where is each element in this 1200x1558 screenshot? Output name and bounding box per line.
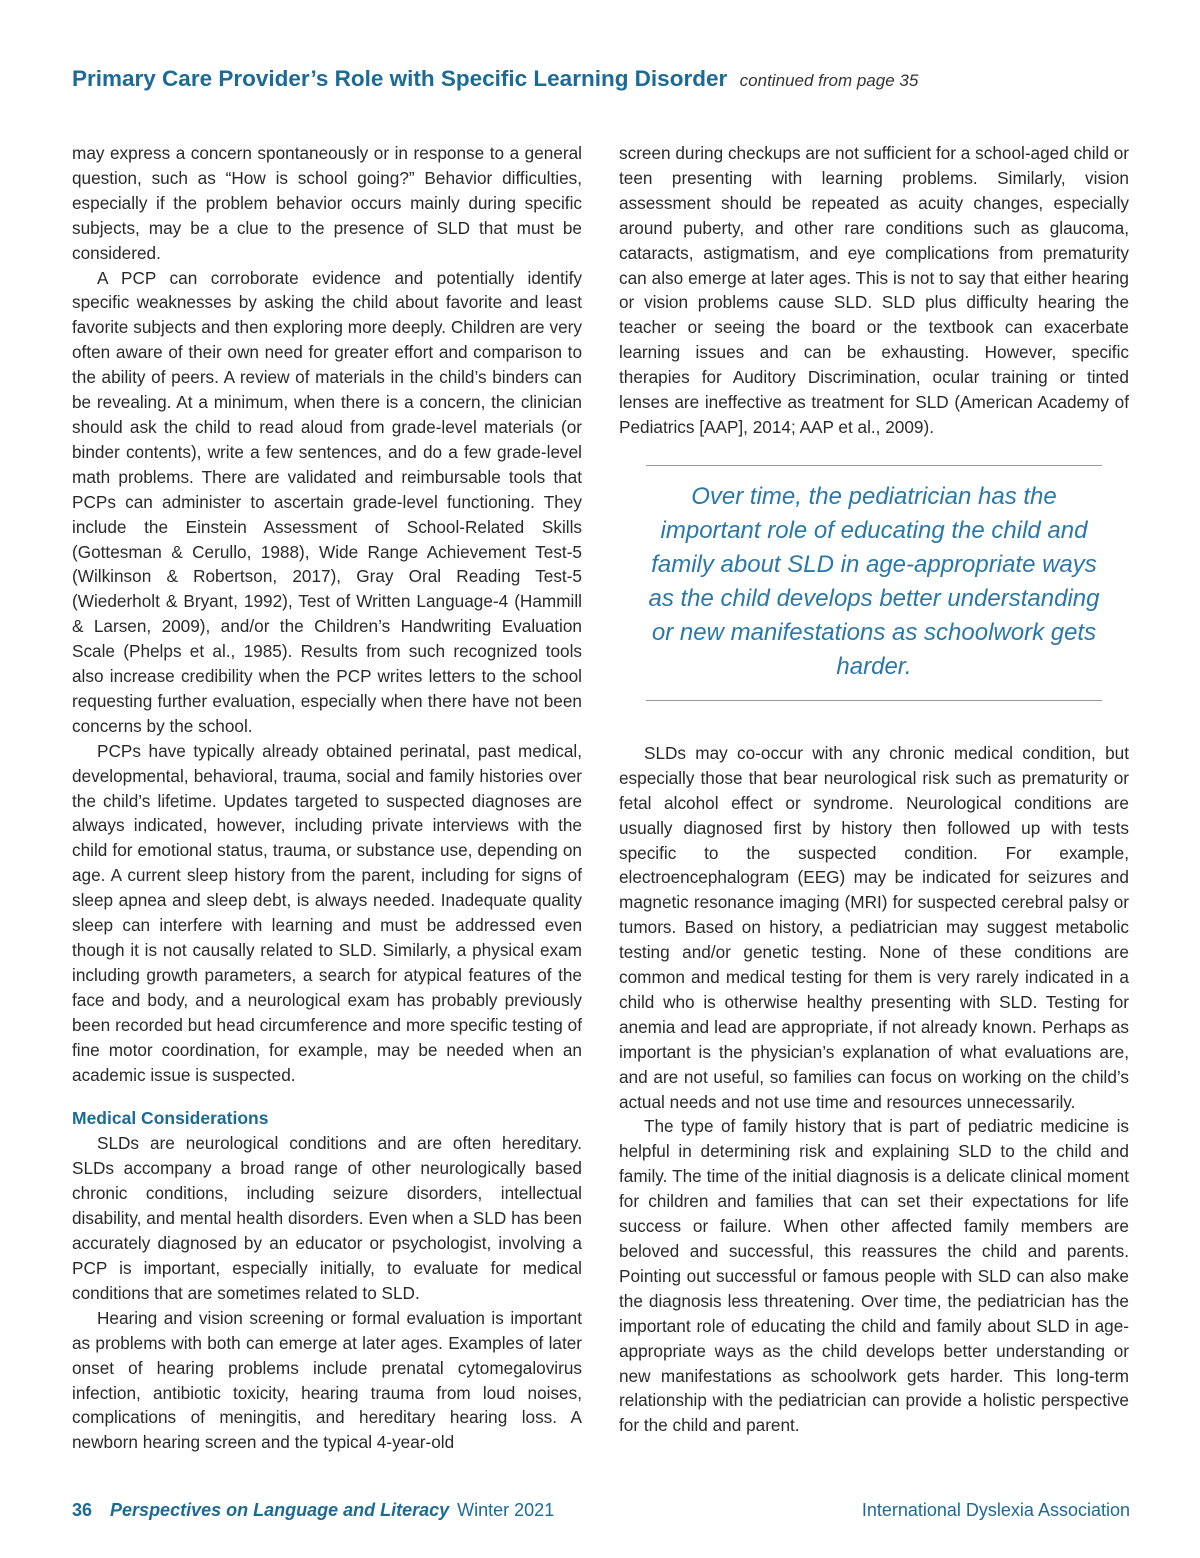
body-paragraph: Hearing and vision screening or formal evaluation is important as problems with both can emerge at later ages. Examples of later onset of hearing problems include prenatal cytomegalovirus infection, antibiotic toxicity, hearing trauma from loud noises, complications of meningitis, and hereditary hearing loss. A newborn hearing screen and the typical 4-year-old (72, 1307, 582, 1453)
organization-name: International Dyslexia Association (861, 1500, 1130, 1520)
page-number: 36 (72, 1500, 93, 1520)
body-paragraph: A PCP can corroborate evidence and potentially identify specific weaknesses by asking the child about favorite and least favorite subjects and then exploring more deeply. Children are very often aware of their own need for greater effort and comparison to the ability of peers. A review of materials in the child’s binders can be revealing. At a minimum, when there is a concern, the clinician should ask the child to read aloud from grade-level materials (or binder contents), write a few sentences, and do a few grade-level math problems. There are validated and reimbursable tools that PCPs can administer to ascertain grade-level functioning. They include the Einstein Assessment of School-Related Skills (Gottesman & Cerullo, 1988), Wide Range Achievement Test-5 (Wilkinson & Robertson, 2017), Gray Oral Reading Test-5 (Wiederholt & Bryant, 1992), Test of Written Language-4 (Hammill & Larsen, 2009), and/or the Children’s Handwriting Evaluation Scale (Phelps et al., 1985). Results from such recognized tools also increase credibility when the PCP writes letters to the school requesting further evaluation, especially when there have not been concerns by the school. (72, 267, 582, 736)
page-header (72, 66, 1132, 92)
body-paragraph: may express a concern spontaneously or in response to a general question, such as “How is school going?” Behavior difficulties, especially if the problem behavior occurs mainly during specific subjects, may be a clue to the presence of SLD that must be considered. (72, 143, 582, 263)
journal-name: Perspectives on Language and Literacy (110, 1500, 450, 1520)
body-paragraph: SLDs may co-occur with any chronic medical condition, but especially those that bear neurological risk such as prematurity or fetal alcohol effect or syndrome. Neurological conditions are usually diagnosed first by history then followed up with tests specific to the suspected condition. For example, electroencephalogram (EEG) may be indicated for seizures and magnetic resonance imaging (MRI) for suspected cerebral palsy or tumors. Based on history, a pediatrician may suggest metabolic testing and/or genetic testing. None of these conditions are common and medical testing for them is very rarely indicated in a child who is otherwise healthy presenting with SLD. Testing for anemia and lead are appropriate, if not already known. Perhaps as important is the physician’s explanation of what evaluations are, and are not useful, so families can focus on working on the child’s actual needs and not use time and resources unnecessarily. (619, 742, 1129, 1112)
right-column (619, 141, 1129, 1438)
continued-note: continued from page 35 (739, 71, 919, 90)
body-paragraph: PCPs have typically already obtained perinatal, past medical, developmental, behavioral, trauma, social and family histories over the child’s lifetime. Updates targeted to suspected diagnoses are always indicated, however, including private interviews with the child for emotional status, trauma, or substance use, depending on age. A current sleep history from the parent, including for signs of sleep apnea and sleep debt, is always needed. Inadequate quality sleep can interfere with learning and must be addressed even though it is not causally related to SLD. Similarly, a physical exam including growth parameters, a search for atypical features of the face and body, and a neurological exam has probably previously been recorded but head circumference and more specific testing of fine motor coordination, for example, may be needed when an academic issue is suspected. (72, 740, 582, 1085)
left-column (72, 141, 582, 1455)
body-paragraph: The type of family history that is part of pediatric medicine is helpful in determining risk and explaining SLD to the child and family. The time of the initial diagnosis is a delicate clinical moment for children and families that can set their expectations for life success or failure. When other affected family members are beloved and successful, this reassures the child and parents. Pointing out successful or famous people with SLD can also make the diagnosis less threatening. Over time, the pediatrician has the important role of educating the child and family about SLD in age-appropriate ways as the child develops better understanding or new manifestations as schoolwork gets harder. This long-term relationship with the pediatrician can provide a holistic perspective for the child and parent. (619, 1116, 1129, 1436)
body-paragraph: SLDs are neurological conditions and are often hereditary. SLDs accompany a broad range of other neurologically based chronic conditions, including seizure disorders, intellectual disability, and mental health disorders. Even when a SLD has been accurately diagnosed by an educator or psychologist, involving a PCP is important, especially initially, to evaluate for medical conditions that are sometimes related to SLD. (72, 1133, 582, 1303)
page-footer (72, 1500, 1130, 1526)
article-title: Primary Care Provider’s Role with Specific Learning Disorder (72, 66, 728, 91)
issue-date: Winter 2021 (457, 1500, 555, 1520)
footer-left (72, 1500, 554, 1521)
pull-quote-text: Over time, the pediatrician has the important role of educating the child and family about SLD in age-appropriate ways as the child develops better understanding or new manifestations as schoolwork gets harder. (648, 482, 1100, 680)
body-paragraph: screen during checkups are not sufficient for a school-aged child or teen presenting with learning problems. Similarly, vision assessment should be repeated as acuity changes, especially around puberty, and other rare conditions such as glaucoma, cataracts, astigmatism, and eye complications from prematurity can also emerge at later ages. This is not to say that either hearing or vision problems cause SLD. SLD plus difficulty hearing the teacher or seeing the board or the textbook can exacerbate learning issues and can be exhausting. However, specific therapies for Auditory Discrimination, ocular training or tinted lenses are ineffective as treatment for SLD (American Academy of Pediatrics [AAP], 2014; AAP et al., 2009). (619, 143, 1129, 437)
pull-quote (646, 465, 1102, 701)
section-heading: Medical Considerations (72, 1108, 269, 1129)
